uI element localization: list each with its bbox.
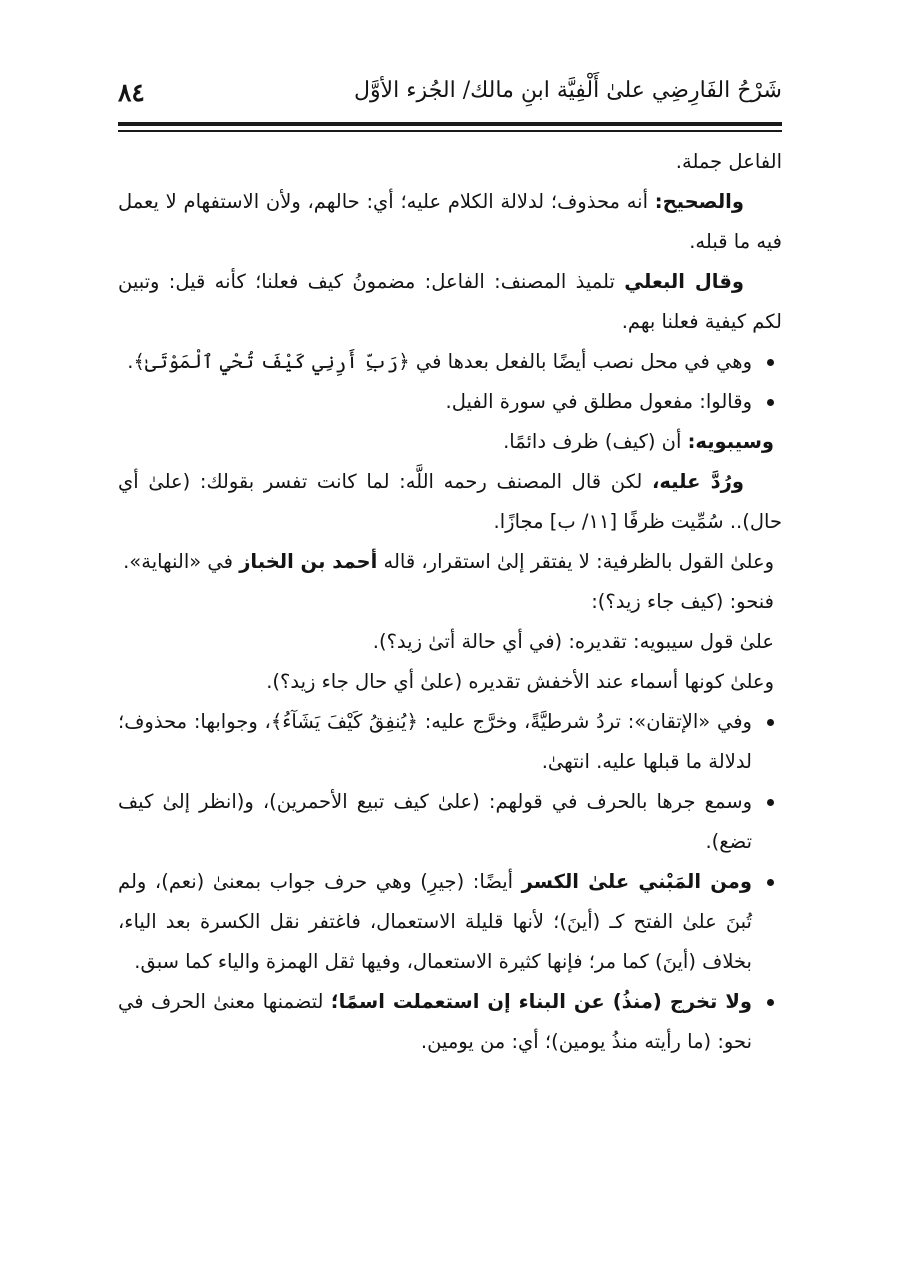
quran-verse: ﴿رَبِّ أَرِنِي كَيْفَ تُحْيِ ٱلْمَوْتَىٰ﴾ <box>133 350 410 373</box>
bullet-item: ولا تخرج (منذُ) عن البناء إن استعملت اسمًا؛ لتضمنها معنىٰ الحرف في نحو: (ما رأيته منذُ يومين)؛ أي: من يومين. <box>118 982 782 1062</box>
bullet-item: وفي «الإتقان»: تردُ شرطيَّةً، وخرَّج عليه: ﴿يُنفِقُ كَيْفَ يَشَآءُ﴾، وجوابها: محذوف؛ لدلالة ما قبلها عليه. انتهىٰ. <box>118 702 782 782</box>
page-number: ٨٤ <box>118 78 145 107</box>
bullet-icon <box>767 719 774 726</box>
page-header <box>118 78 782 120</box>
bullet-item: وهي في محل نصب أيضًا بالفعل بعدها في ﴿رَبِّ أَرِنِي كَيْفَ تُحْيِ ٱلْمَوْتَىٰ﴾. <box>118 342 782 382</box>
paragraph-lead: ورُدَّ عليه، <box>651 470 744 493</box>
paragraph: وقال البعلي تلميذ المصنف: الفاعل: مضمونُ كيف فعلنا؛ كأنه قيل: وتبين لكم كيفية فعلنا بهم. <box>118 270 782 333</box>
header-rule-thick <box>118 122 782 126</box>
paragraph-lead: والصحيح: <box>654 190 744 213</box>
paragraph-lead: وسيبويه: <box>687 430 774 453</box>
bullet-item: ومن المَبْني علىٰ الكسر أيضًا: (جيرِ) وهي حرف جواب بمعنىٰ (نعم)، ولم تُبنَ علىٰ الفتح كـ (أينَ)؛ لأنها قليلة الاستعمال، فاغتفر نقل الكسرة بعد الياء، بخلاف (أينَ) كما مر؛ فإنها كثيرة الاستعمال، وفيها ثقل الهمزة والياء كما سبق. <box>118 862 782 982</box>
paragraph: فنحو: (كيف جاء زيد؟): <box>591 590 774 613</box>
paragraph: والصحيح: أنه محذوف؛ لدلالة الكلام عليه؛ أي: حالهم، ولأن الاستفهام لا يعمل فيه ما قبله. <box>118 190 782 253</box>
running-title: شَرْحُ الفَارِضِي علىٰ أَلْفِيَّة ابنِ مالك/ الجُزء الأوَّل <box>353 78 782 103</box>
paragraph: الفاعل جملة. <box>675 150 782 173</box>
bullet-icon <box>767 999 774 1006</box>
header-rule-thin <box>118 130 782 132</box>
paragraph: وعلىٰ كونها أسماء عند الأخفش تقديره (علىٰ أي حال جاء زيد؟). <box>266 670 774 693</box>
paragraph-lead: ولا تخرج <box>669 990 752 1013</box>
paragraph: علىٰ قول سيبويه: تقديره: (في أي حالة أتىٰ زيد؟). <box>372 630 774 653</box>
paragraph-lead: وقال البعلي <box>624 270 744 293</box>
quran-verse: ﴿يُنفِقُ كَيْفَ يَشَآءُ﴾ <box>270 710 418 733</box>
bullet-icon <box>767 399 774 406</box>
bullet-icon <box>767 879 774 886</box>
body-text <box>118 142 782 1062</box>
bullet-icon <box>767 359 774 366</box>
paragraph: ورُدَّ عليه، لكن قال المصنف رحمه اللَّه: لما كانت تفسر بقولك: (علىٰ أي حال).. سُمِّيت ظرفًا [١١/ ب] مجازًا. <box>118 470 782 533</box>
bullet-item: وقالوا: مفعول مطلق في سورة الفيل. <box>118 382 782 422</box>
paragraph-lead: ومن المَبْني علىٰ الكسر <box>521 870 752 893</box>
author-name: أحمد بن الخباز <box>239 550 378 573</box>
paragraph: وعلىٰ القول بالظرفية: لا يفتقر إلىٰ استقرار، قاله أحمد بن الخباز في «النهاية». <box>123 550 774 573</box>
paragraph: وسيبويه: أن (كيف) ظرف دائمًا. <box>503 430 774 453</box>
bullet-icon <box>767 799 774 806</box>
bullet-item: وسمع جرها بالحرف في قولهم: (علىٰ كيف تبيع الأحمرين)، و(انظر إلىٰ كيف تضع). <box>118 782 782 862</box>
